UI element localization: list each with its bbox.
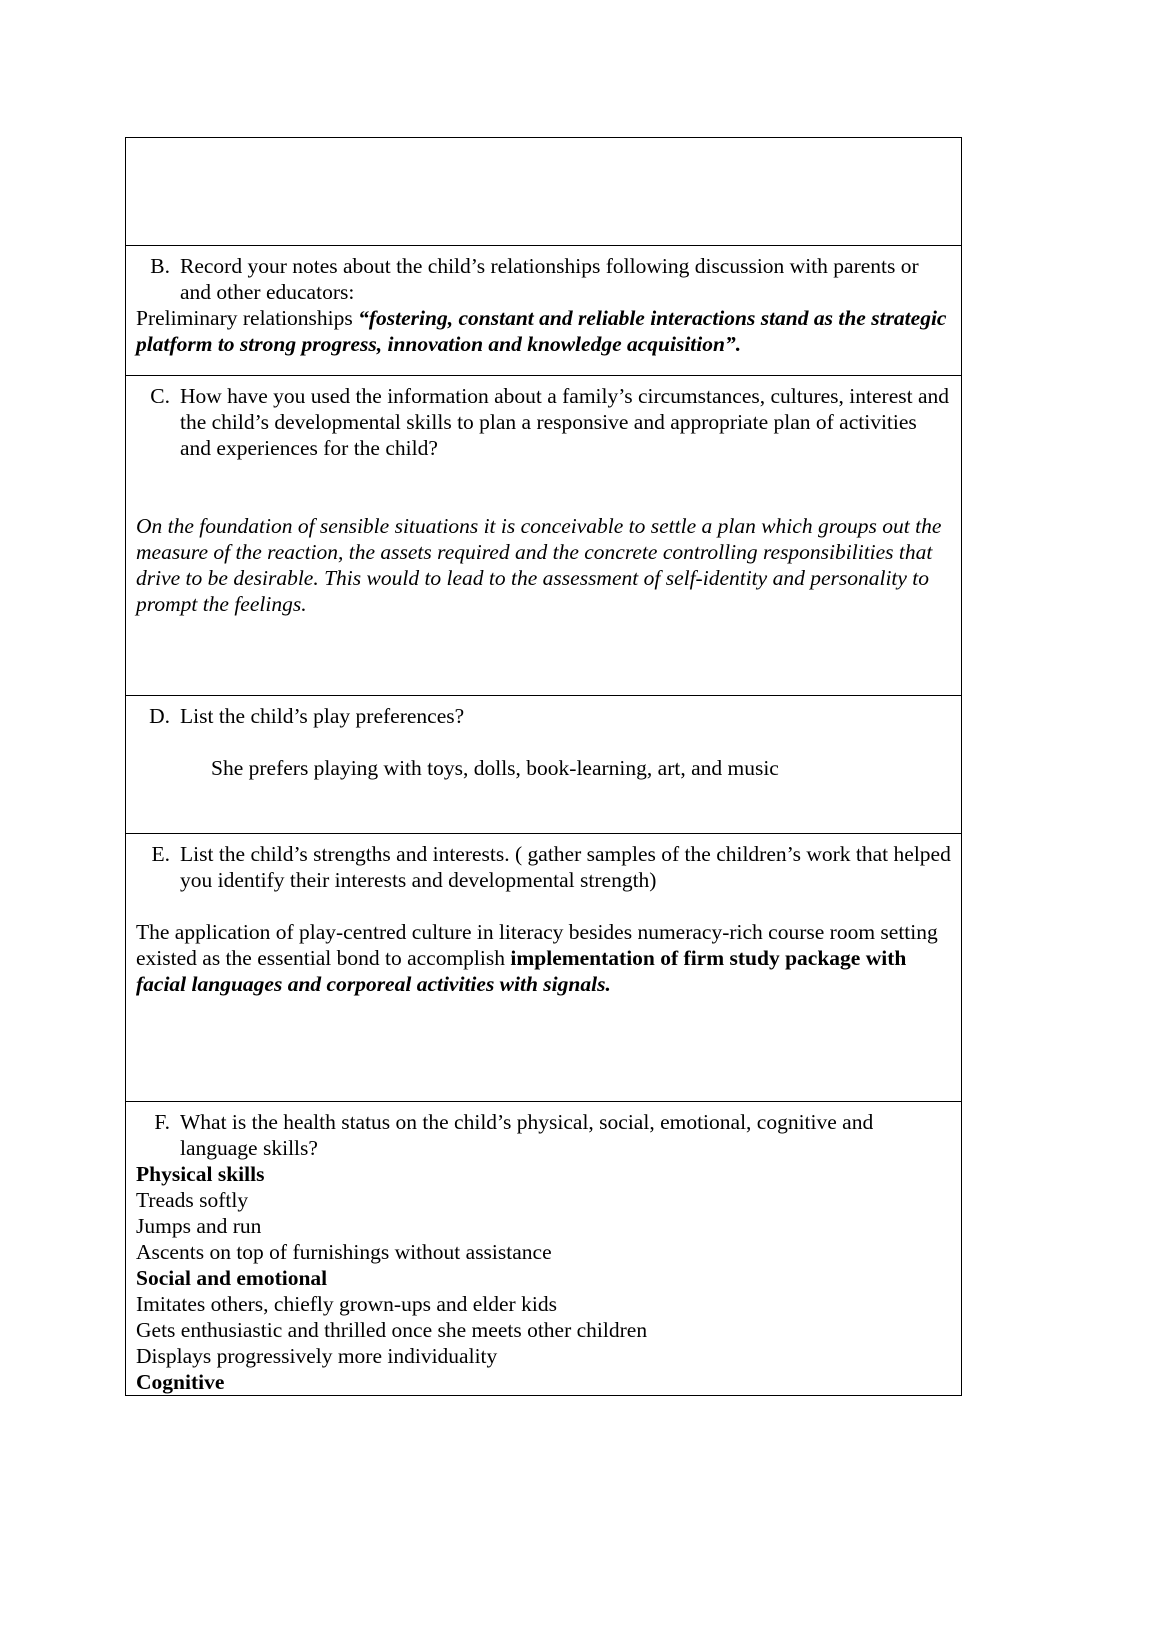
section-e-bottom-spacer-2 — [136, 1075, 951, 1101]
section-b-question — [136, 246, 951, 305]
section-e-answer-lead: The application of play-centred culture in literacy besides numeracy-rich course room setting existed as the essential bond to accomplish — [136, 920, 938, 970]
section-c-gap — [136, 461, 951, 513]
section-b-answer-lead: Preliminary relationships — [136, 306, 359, 330]
skill-item: Ascents on top of furnishings without assistance — [136, 1240, 552, 1264]
skill-item: Displays progressively more individuality — [136, 1344, 498, 1368]
section-b-letter: B. — [150, 254, 170, 278]
skill-item: Gets enthusiastic and thrilled once she meets other children — [136, 1318, 648, 1342]
section-e-answer-bold-italic: facial languages and corporeal activities with signals. — [136, 972, 611, 996]
section-e-gap — [136, 893, 951, 919]
section-e-cell — [126, 834, 961, 1101]
section-f-question-text: What is the health status on the child’s physical, social, emotional, cognitive and language skills? — [180, 1110, 874, 1160]
section-d-question — [136, 696, 951, 729]
skill-group-heading-physical: Physical skills — [136, 1162, 265, 1186]
section-d-letter: D. — [149, 704, 170, 728]
section-c-answer: On the foundation of sensible situations it is conceivable to settle a plan which groups out the measure of the reaction, the assets required and the concrete controlling responsibilities that drive to be desirable. This would to lead to the assessment of self-identity and personality to prompt the feelings. — [136, 514, 942, 616]
table-row-section-f — [126, 1102, 961, 1395]
section-c-letter: C. — [150, 384, 170, 408]
section-e-question — [136, 834, 951, 893]
skill-group-heading-cognitive: Cognitive — [136, 1370, 225, 1394]
section-e-answer-bold: implementation of firm study package with — [510, 946, 907, 970]
section-c-cell — [126, 376, 961, 695]
section-f-question — [136, 1102, 951, 1161]
skill-item: Imitates others, chiefly grown-ups and elder kids — [136, 1292, 557, 1316]
section-d-question-text: List the child’s play preferences? — [180, 704, 465, 728]
table-row-section-d — [126, 696, 961, 834]
table-row-empty-top — [126, 138, 961, 246]
observation-form-table — [125, 137, 962, 1396]
section-e-bottom-spacer-1 — [136, 997, 951, 1075]
section-d-bottom-spacer — [136, 781, 951, 833]
section-d-gap — [136, 729, 951, 755]
table-row-section-b — [126, 246, 961, 376]
section-d-answer: She prefers playing with toys, dolls, book-learning, art, and music — [211, 756, 779, 780]
skill-item: Jumps and run — [136, 1214, 262, 1238]
section-b-cell — [126, 246, 961, 375]
table-row-section-c — [126, 376, 961, 696]
section-b-bottom-spacer — [136, 361, 951, 375]
section-c-bottom-spacer — [136, 617, 951, 695]
section-f-letter: F. — [154, 1110, 170, 1134]
skill-group-heading-social-emotional: Social and emotional — [136, 1266, 328, 1290]
section-c-question — [136, 376, 951, 461]
section-d-cell — [126, 696, 961, 833]
skill-item: Treads softly — [136, 1188, 249, 1212]
section-c-question-text: How have you used the information about a family’s circumstances, cultures, interest and the child’s developmental skills to plan a responsive and appropriate plan of activities and experiences for the child? — [180, 384, 950, 460]
section-b-answer — [136, 305, 951, 361]
section-e-letter: E. — [151, 842, 170, 866]
section-f-cell — [126, 1102, 961, 1395]
table-row-section-e — [126, 834, 961, 1102]
section-b-answer-paragraph — [136, 305, 951, 357]
section-b-answer-emphasis: “fostering, constant and reliable interactions stand as the strategic platform to strong progress, innovation and knowledge acquisition”. — [136, 306, 947, 356]
section-e-question-text: List the child’s strengths and interests. ( gather samples of the children’s work that helped you identify their interests and developmental strength) — [180, 842, 951, 892]
section-b-question-text: Record your notes about the child’s relationships following discussion with parents or and other educators: — [180, 254, 919, 304]
section-e-answer — [136, 919, 951, 997]
